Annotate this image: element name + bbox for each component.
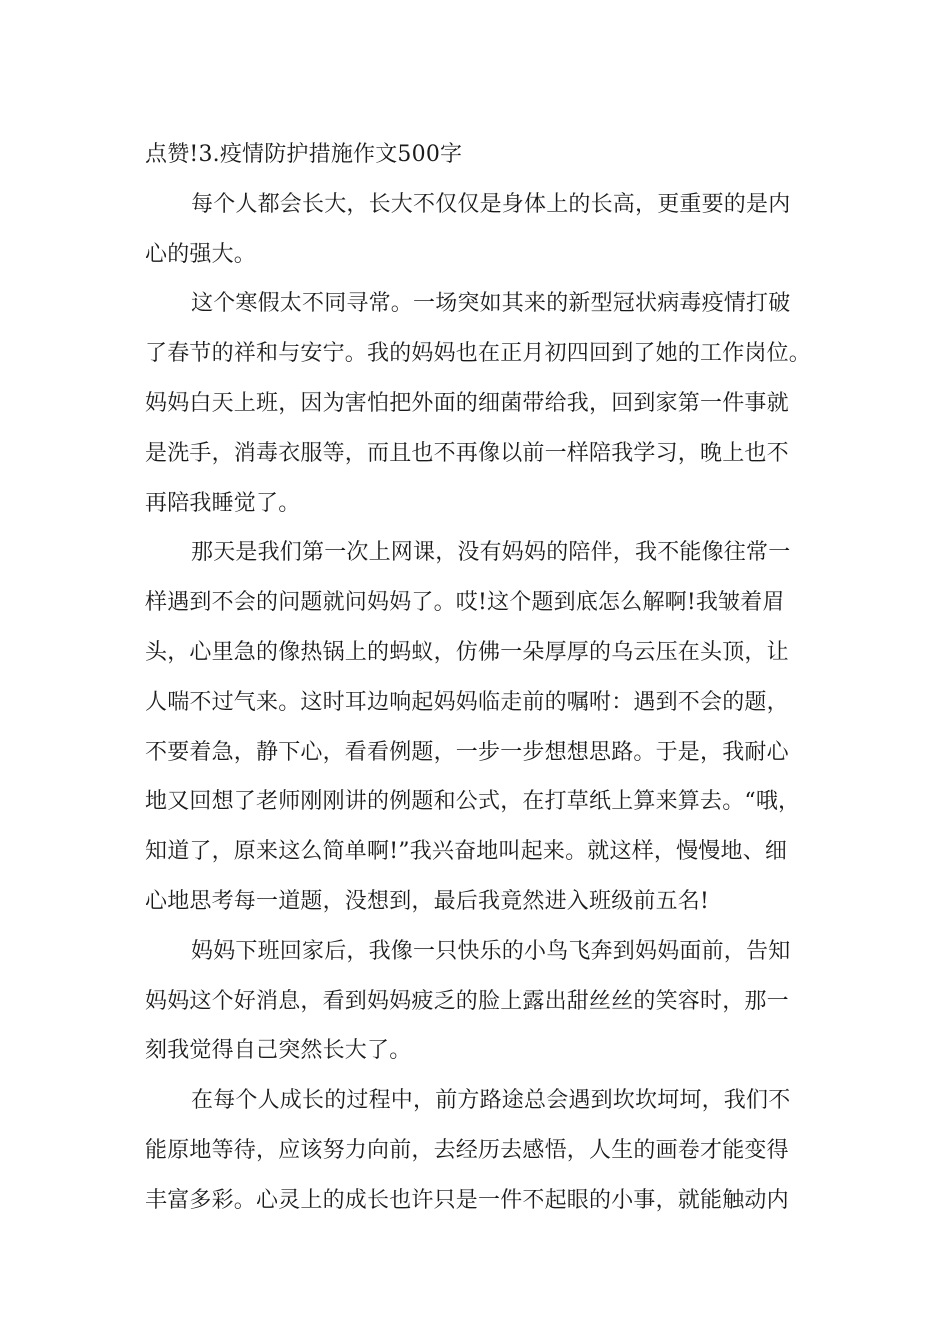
- text-line: 妈妈下班回家后，我像一只快乐的小鸟飞奔到妈妈面前，告知: [191, 938, 791, 964]
- text-line: 丰富多彩。心灵上的成长也许只是一件不起眼的小事，就能触动内: [145, 1187, 789, 1213]
- paragraph-1: [145, 180, 815, 280]
- document-body: [145, 130, 815, 1226]
- text-line: 知道了，原来这么简单啊!”我兴奋地叫起来。就这样，慢慢地、细: [145, 839, 788, 865]
- text-line: 了春节的祥和与安宁。我的妈妈也在正月初四回到了她的工作岗位。: [145, 341, 812, 367]
- text-line: 心地思考每一道题，没想到，最后我竟然进入班级前五名!: [145, 888, 710, 914]
- text-line: 在每个人成长的过程中，前方路途总会遇到坎坎坷坷，我们不: [191, 1088, 791, 1114]
- text-line: 那天是我们第一次上网课，没有妈妈的陪伴，我不能像往常一: [191, 540, 791, 566]
- header-line: 点赞!3.疫情防护措施作文500字: [145, 142, 463, 167]
- text-line: 人喘不过气来。这时耳边响起妈妈临走前的嘱咐：遇到不会的题，: [145, 689, 789, 715]
- text-line: 样遇到不会的问题就问妈妈了。哎!这个题到底怎么解啊!我皱着眉: [145, 590, 785, 616]
- paragraph-2: [145, 279, 815, 528]
- text-line: 心的强大。: [145, 241, 257, 267]
- text-line: 这个寒假太不同寻常。一场突如其来的新型冠状病毒疫情打破: [191, 291, 791, 317]
- text-line: 妈妈白天上班，因为害怕把外面的细菌带给我，回到家第一件事就: [145, 390, 789, 416]
- paragraph-3: [145, 528, 815, 926]
- text-line: 不要着急，静下心，看看例题，一步一步想想思路。于是，我耐心: [145, 739, 789, 765]
- text-line: 每个人都会长大，长大不仅仅是身体上的长高，更重要的是内: [191, 191, 791, 217]
- text-line: 能原地等待，应该努力向前，去经历去感悟，人生的画卷才能变得: [145, 1137, 789, 1163]
- text-line: 地又回想了老师刚刚讲的例题和公式，在打草纸上算来算去。“哦，: [145, 789, 801, 815]
- text-line: 是洗手，消毒衣服等，而且也不再像以前一样陪我学习，晚上也不: [145, 440, 789, 466]
- paragraph-4: [145, 927, 815, 1076]
- text-line: 再陪我睡觉了。: [145, 490, 301, 516]
- paragraph-5: [145, 1076, 815, 1225]
- text-line: 妈妈这个好消息，看到妈妈疲乏的脸上露出甜丝丝的笑容时，那一: [145, 988, 789, 1014]
- text-line: 刻我觉得自己突然长大了。: [145, 1038, 412, 1064]
- text-line: 头，心里急的像热锅上的蚂蚁，仿佛一朵厚厚的乌云压在头顶，让: [145, 639, 789, 665]
